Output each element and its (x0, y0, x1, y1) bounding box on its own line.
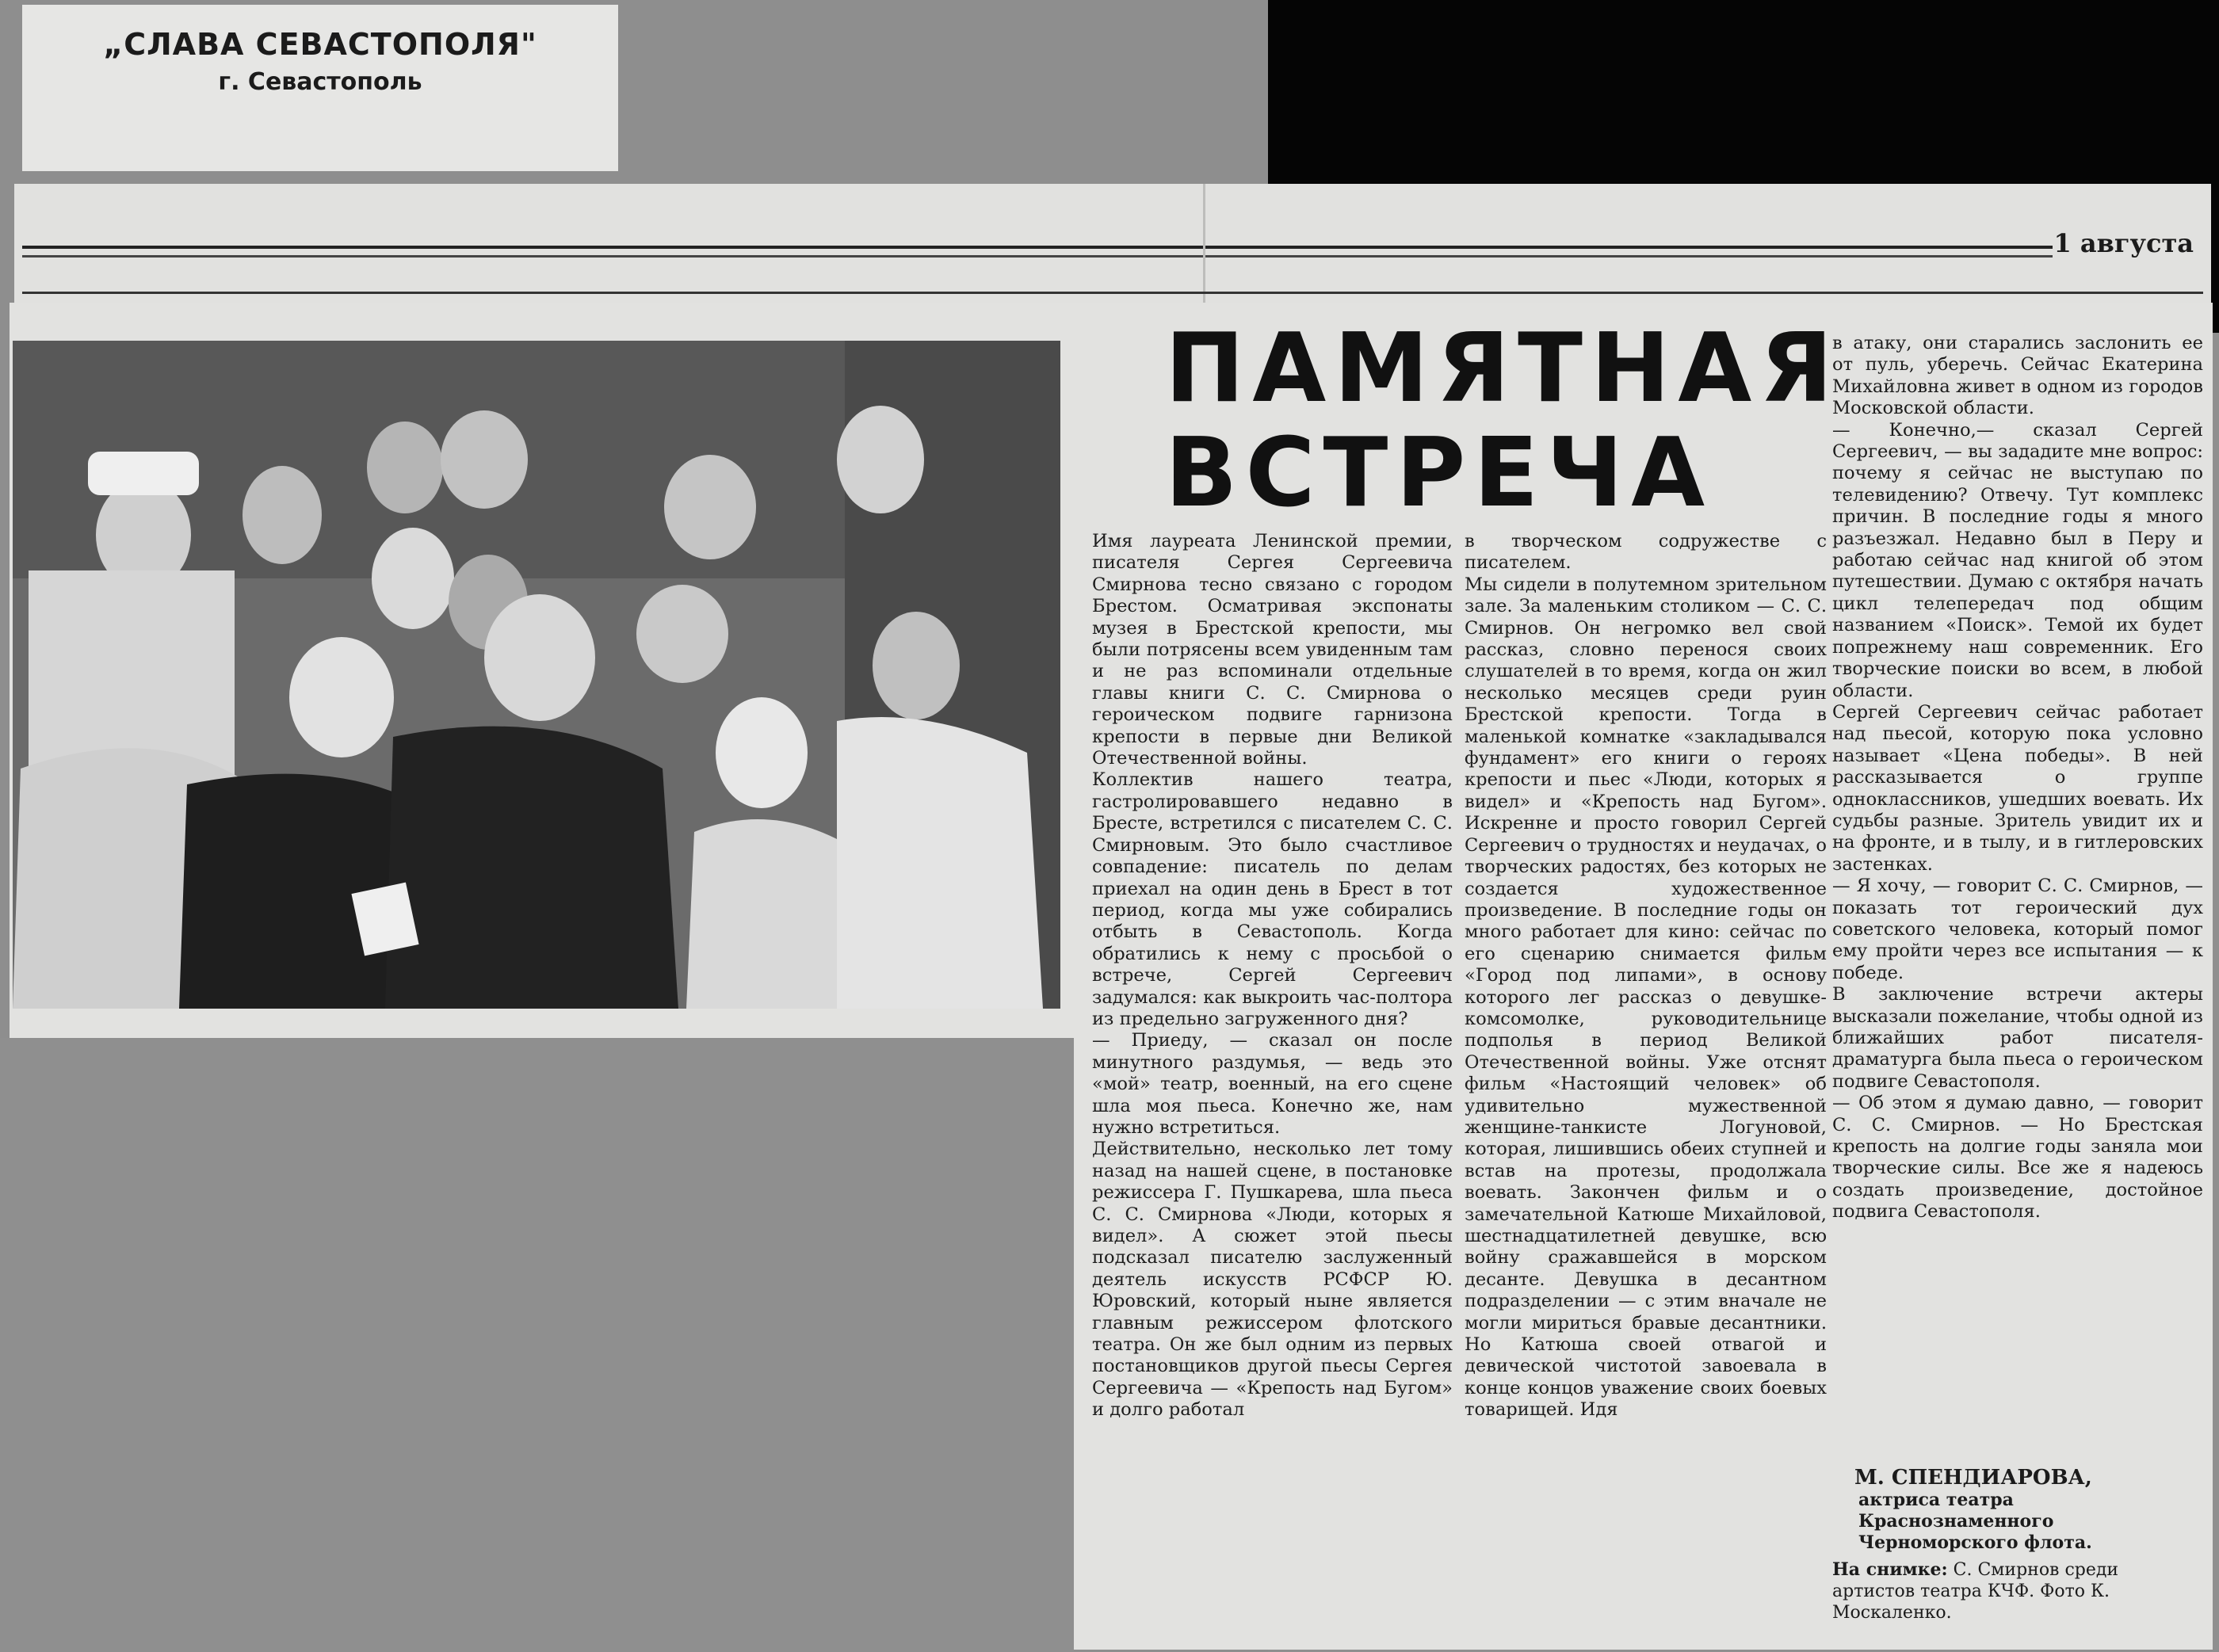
date-strip (14, 184, 2211, 303)
newspaper-title: „СЛАВА СЕВАСТОПОЛЯ" (103, 27, 537, 62)
photo-caption (1832, 1559, 2205, 1623)
article-headline (1165, 314, 1841, 528)
group-photo (13, 341, 1060, 1009)
photo-credit: Фото К. Москаленко. (1832, 1581, 2110, 1623)
fold-line (1203, 184, 1205, 303)
ornamental-rule (22, 246, 2053, 258)
newspaper-label (22, 5, 618, 171)
article-column-2: в творческом содружестве с писателем. Мы сидели в полутемном зрительном зале. За маленьким столиком — С. С. Смирнов. Он негромко вел свой рассказ, словно перенося своих слушателей в то время, когда он жил несколько месяцев среди руин Брестской крепости. Тогда в маленькой комнатке «закладывался фундамент» его книги о героях крепости и пьес «Люди, которых я видел» и «Крепость над Бугом». Искренне и просто говорил Сергей Сергеевич о трудностях и неудачах, о творческих радостях, без которых не создается художественное произведение. В последние годы он много работает для кино: сейчас по его сценарию снимается фильм «Город под липами», в основу которого лег рассказ о девушке-комсомолке, руководительнице подполья в период Великой Отечественной войны. Уже отснят фильм «Настоящий человек» об удивительно мужественной женщине-танкисте Логуновой, которая, лишившись обеих ступней и встав на протезы, продолжала воевать. Закончен фильм и о замечательной Катюше Михайловой, шестнадцатилетней девушке, всю войну сражавшейся в морском десанте. Девушка в десантном подразделении — с этим вначале не могли мириться бравые десантники. Но Катюша своей отвагой и девической чистотой завоевала в конце концов уважение своих боевых товарищей. Идя (1465, 531, 1828, 1421)
author-role: актриса театра Краснознаменного Черноморского флота. (1858, 1490, 2092, 1553)
headline-line-2: ВСТРЕЧА (1165, 418, 1713, 528)
author-name: М. СПЕНДИАРОВА, (1854, 1466, 2092, 1490)
background-lower (0, 1038, 1074, 1652)
article-column-3: в атаку, они старались заслонить ее от пуль, уберечь. Сейчас Екатерина Михайловна живет в одном из городов Московской области. — Конечно,— сказал Сергей Сергеевич, — вы зададите мне вопрос: почему я сейчас не выступаю по телевидению? Отвечу. Тут комплекс причин. В последние годы я много разъезжал. Недавно был в Перу и работаю сейчас над книгой об этом путешествии. Думаю с октября начать цикл телепередач под общим названием «Поиск». Темой их будет попрежнему наш современник. Его творческие поиски во всем, в любой области. Сергей Сергеевич сейчас работает над пьесой, которую пока условно называет «Цена победы». В ней рассказывается о группе одноклассников, ушедших воевать. Их судьбы разные. Зритель увидит их и на фронте, и в тылу, и в гитлеровских застенках. — Я хочу, — говорит С. С. Смирнов, — показать тот героический дух советского человека, который помог ему пройти через все испытания — к победе. В заключение встречи актеры высказали пожелание, чтобы одной из ближайших работ писателя-драматурга была пьеса о героическом подвиге Севастополя. — Об этом я думаю давно, — говорит С. С. Смирнов. — Но Брестская крепость на долгие годы заняла мои творческие силы. Все же я надеюсь создать произведение, достойное подвига Севастополя. (1832, 333, 2203, 1223)
photo-illustration (13, 341, 1060, 1009)
caption-lead: На снимке: (1832, 1559, 1948, 1580)
caption-text: С. Смирнов среди артистов театра КЧФ. (1832, 1560, 2119, 1601)
issue-date: 1 августа (2053, 228, 2194, 258)
article-column-1: Имя лауреата Ленинской премии, писателя Сергея Сергеевича Смирнова тесно связано с городом Брестом. Осматривая экспонаты музея в Брестской крепости, мы были потрясены всем увиденным там и не раз вспоминали отдельные главы книги С. С. Смирнова о героическом подвиге гарнизона крепости в первые дни Великой Отечественной войны. Коллектив нашего театра, гастролировавшего недавно в Бресте, встретился с писателем С. С. Смирновым. Это было счастливое совпадение: писатель по делам приехал на один день в Брест в тот период, когда мы уже собирались отбыть в Севастополь. Когда обратились к нему с просьбой о встрече, Сергей Сергеевич задумался: как выкроить час-полтора из предельно загруженного дня? — Приеду, — сказал он после минутного раздумья, — ведь это «мой» театр, военный, на его сцене шла моя пьеса. Конечно же, нам нужно встретиться. Действительно, несколько лет тому назад на нашей сцене, в постановке режиссера Г. Пушкарева, шла пьеса С. С. Смирнова «Люди, которых я видел». А сюжет этой пьесы подсказал писателю заслуженный деятель искусств РСФСР Ю. Юровский, который ныне является главным режиссером флотского театра. Он же был одним из первых постановщиков другой пьесы Сергея Сергеевича — «Крепость над Бугом» и долго работал (1092, 531, 1453, 1421)
newspaper-city: г. Севастополь (218, 68, 422, 96)
headline-line-1: ПАМЯТНАЯ (1165, 314, 1841, 424)
divider-rule (22, 292, 2203, 294)
